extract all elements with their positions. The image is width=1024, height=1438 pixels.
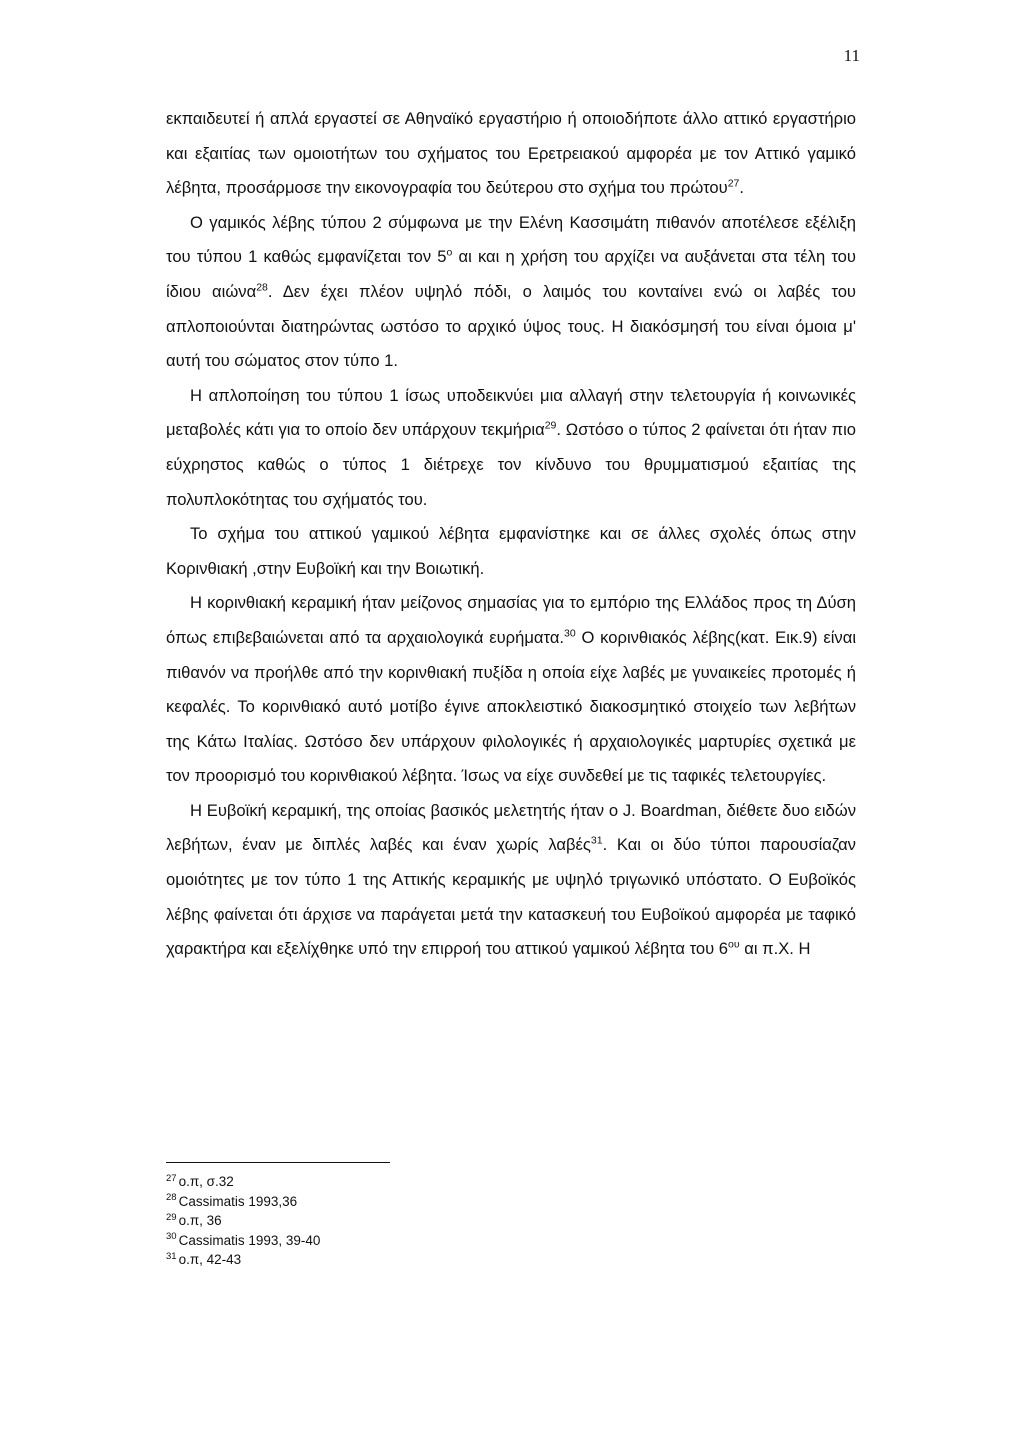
footnote-ref-31: 31 bbox=[590, 834, 603, 847]
paragraph-text: αι π.Χ. Η bbox=[739, 939, 811, 959]
footnote-item bbox=[166, 1192, 320, 1212]
paragraph-text: αι και η χρήση του αρχίζει να αυξάνεται στα τέλη του ίδιου αιώνα bbox=[166, 247, 856, 301]
paragraph-1 bbox=[166, 102, 856, 206]
footnote-item bbox=[166, 1231, 320, 1251]
paragraph-2 bbox=[166, 206, 856, 379]
footnote-text: Cassimatis 1993,36 bbox=[178, 1193, 298, 1209]
paragraph-text: Ο κορινθιακός λέβης(κατ. Εικ.9) είναι πιθανόν να προήλθε από την κορινθιακή πυξίδα η οποία είχε λαβές με γυναικείες προτομές ή κεφαλές. Το κορινθιακό αυτό μοτίβο έγινε αποκλειστικό διακοσμητικό στοιχείο των λεβήτων της Κάτω Ιταλίας. Ωστόσο δεν υπάρχουν φιλολογικές ή αρχαιολογικές μαρτυρίες σχετικά με τον προορισμό του κορινθιακού λέβητα. Ίσως να είχε συνδεθεί με τις ταφικές τελετουργίες. bbox=[166, 627, 856, 786]
paragraph-text: . Δεν έχει πλέον υψηλό πόδι, ο λαιμός του κονταίνει ενώ οι λαβές του απλοποιούνται διατηρώντας ωστόσο το αρχικό ύψος τους. Η διακόσμησή του είναι όμοια μ' αυτή του σώματος στον τύπο 1. bbox=[166, 281, 856, 371]
paragraph-text: . bbox=[739, 178, 745, 198]
paragraph-text: Η κορινθιακή κεραμική ήταν μείζονος σημασίας για το εμπόριο της Ελλάδος προς τη Δύση όπως επιβεβαιώνεται από τα αρχαιολογικά ευρήματα. bbox=[166, 593, 856, 647]
paragraph-6 bbox=[166, 794, 856, 967]
footnote-ref-28: 28 bbox=[256, 281, 268, 294]
footnote-ref-29: 29 bbox=[544, 419, 557, 432]
footnote-ref-30: 30 bbox=[564, 627, 576, 640]
paragraph-3 bbox=[166, 379, 856, 517]
footnote-divider bbox=[166, 1162, 390, 1163]
footnote-item bbox=[166, 1211, 320, 1231]
paragraph-text: Ο γαμικός λέβης τύπου 2 σύμφωνα με την Ελένη Κασσιμάτη πιθανόν αποτέλεσε εξέλιξη του τύπου 1 καθώς εμφανίζεται τον 5 bbox=[166, 212, 856, 267]
footnote-text: ο.π, 36 bbox=[178, 1213, 222, 1228]
footnote-text: Cassimatis 1993, 39-40 bbox=[178, 1232, 321, 1248]
ordinal-superscript: ο bbox=[446, 246, 453, 259]
footnote-text: ο.π, 42-43 bbox=[178, 1252, 242, 1267]
body-text bbox=[166, 102, 856, 967]
paragraph-text: . Και οι δύο τύποι παρουσίαζαν ομοιότητες με τον τύπο 1 της Αττικής κεραμικής με υψηλό τριγωνικό υπόστατο. Ο Ευβοϊκός λέβης φαίνεται ότι άρχισε να παράγεται μετά την κατασκευή του Ευβοϊκού αμφορέα με ταφικό χαρακτήρα και εξελίχθηκε υπό την επιρροή του αττικού γαμικού λέβητα του 6 bbox=[166, 835, 856, 959]
footnote-item bbox=[166, 1172, 320, 1192]
footnote-number: 29 bbox=[166, 1211, 177, 1223]
footnote-number: 31 bbox=[166, 1250, 177, 1262]
footnote-ref-27: 27 bbox=[727, 177, 740, 190]
page-number: 11 bbox=[843, 46, 860, 65]
paragraph-text: Το σχήμα του αττικού γαμικού λέβητα εμφανίστηκε και σε άλλες σχολές όπως στην Κορινθιακή ,στην Ευβοϊκή και την Βοιωτική. bbox=[166, 524, 856, 578]
footnotes bbox=[166, 1172, 320, 1270]
paragraph-5 bbox=[166, 586, 856, 794]
footnote-number: 27 bbox=[166, 1172, 177, 1184]
ordinal-superscript: ου bbox=[728, 938, 740, 951]
paragraph-text: Η Ευβοϊκή κεραμική, της οποίας βασικός μελετητής ήταν ο J. Boardman, διέθετε δυο ειδών λεβήτων, έναν με διπλές λαβές και έναν χωρίς λαβές bbox=[166, 800, 856, 855]
footnote-number: 30 bbox=[166, 1231, 177, 1242]
footnote-item bbox=[166, 1250, 320, 1270]
paragraph-text: εκπαιδευτεί ή απλά εργαστεί σε Αθηναϊκό εργαστήριο ή οποιοδήποτε άλλο αττικό εργαστήριο και εξαιτίας των ομοιοτήτων του σχήματος του Ερετρειακού αμφορέα με τον Αττικό γαμικό λέβητα, προσάρμοσε την εικονογραφία του δεύτερου στο σχήμα του πρώτου bbox=[166, 109, 856, 198]
footnote-number: 28 bbox=[166, 1192, 177, 1203]
paragraph-text: . Ωστόσο ο τύπος 2 φαίνεται ότι ήταν πιο εύχρηστος καθώς ο τύπος 1 διέτρεχε τον κίνδυνο του θρυμματισμού εξαιτίας της πολυπλοκότητας του σχήματός του. bbox=[166, 420, 856, 509]
footnote-text: ο.π, σ.32 bbox=[178, 1174, 234, 1189]
paragraph-4 bbox=[166, 517, 856, 586]
paragraph-text: Η απλοποίηση του τύπου 1 ίσως υποδεικνύει μια αλλαγή στην τελετουργία ή κοινωνικές μεταβολές κάτι για το οποίο δεν υπάρχουν τεκμήρια bbox=[166, 385, 856, 440]
